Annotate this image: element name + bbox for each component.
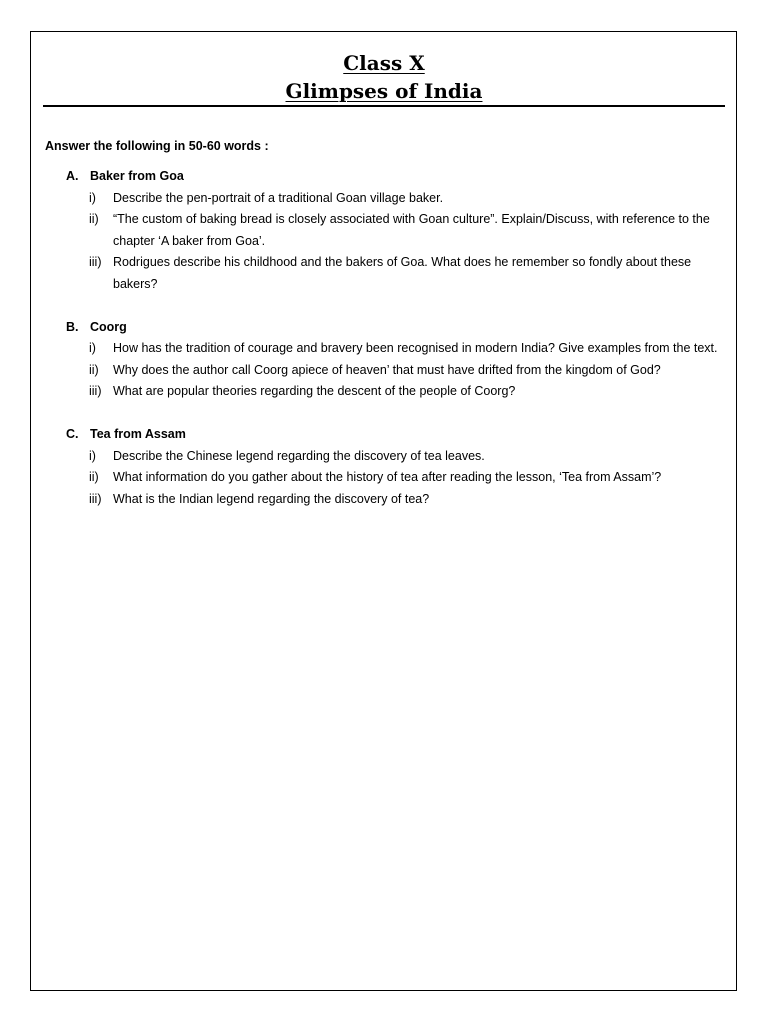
question-number: ii) — [89, 362, 99, 377]
question-number: ii) — [89, 470, 99, 485]
question-list — [66, 188, 726, 296]
question-list — [66, 338, 726, 403]
section-heading — [66, 317, 726, 339]
question-item — [66, 467, 726, 489]
question-item — [66, 188, 726, 210]
document-header — [43, 49, 725, 105]
question-text: Rodrigues describe his childhood and the bakers of Goa. What does he remember so fondly about these bakers? — [113, 255, 692, 291]
question-item — [66, 338, 726, 360]
question-sections — [66, 166, 726, 531]
document-subtitle: Glimpses of India — [285, 79, 483, 103]
question-item — [66, 446, 726, 468]
section-heading — [66, 166, 726, 188]
section-tea-from-assam — [66, 424, 726, 510]
question-item — [66, 489, 726, 511]
question-number: iii) — [89, 491, 102, 506]
question-text: What information do you gather about the history of tea after reading the lesson, ‘Tea from Assam’? — [113, 470, 662, 485]
question-number: i) — [89, 448, 96, 463]
section-title: Coorg — [90, 319, 127, 334]
question-item — [66, 209, 726, 252]
question-number: iii) — [89, 255, 102, 270]
instruction-text: Answer the following in 50-60 words : — [45, 139, 269, 153]
section-letter: A. — [66, 169, 79, 183]
question-text: “The custom of baking bread is closely associated with Goan culture”. Explain/Discuss, with reference to the chapter ‘A baker from Goa’. — [113, 212, 710, 248]
question-number: i) — [89, 190, 96, 205]
question-text: What is the Indian legend regarding the discovery of tea? — [113, 491, 430, 506]
question-text: Describe the pen-portrait of a traditional Goan village baker. — [113, 190, 444, 205]
question-number: ii) — [89, 212, 99, 227]
question-text: What are popular theories regarding the descent of the people of Coorg? — [113, 384, 516, 399]
question-text: Describe the Chinese legend regarding the discovery of tea leaves. — [113, 448, 485, 463]
question-number: i) — [89, 341, 96, 356]
question-text: How has the tradition of courage and bravery been recognised in modern India? Give examples from the text. — [113, 341, 718, 356]
header-divider — [43, 105, 725, 107]
question-text: Why does the author call Coorg apiece of heaven’ that must have drifted from the kingdom of God? — [113, 362, 661, 377]
section-title: Baker from Goa — [90, 169, 184, 183]
section-title: Tea from Assam — [90, 426, 186, 441]
section-heading — [66, 424, 726, 446]
section-letter: C. — [66, 426, 79, 441]
question-item — [66, 381, 726, 403]
question-item — [66, 252, 726, 295]
document-title: Class X — [343, 51, 425, 75]
question-item — [66, 360, 726, 382]
question-number: iii) — [89, 384, 102, 399]
section-coorg — [66, 317, 726, 403]
section-letter: B. — [66, 319, 79, 334]
question-list — [66, 446, 726, 511]
section-baker-from-goa — [66, 166, 726, 296]
